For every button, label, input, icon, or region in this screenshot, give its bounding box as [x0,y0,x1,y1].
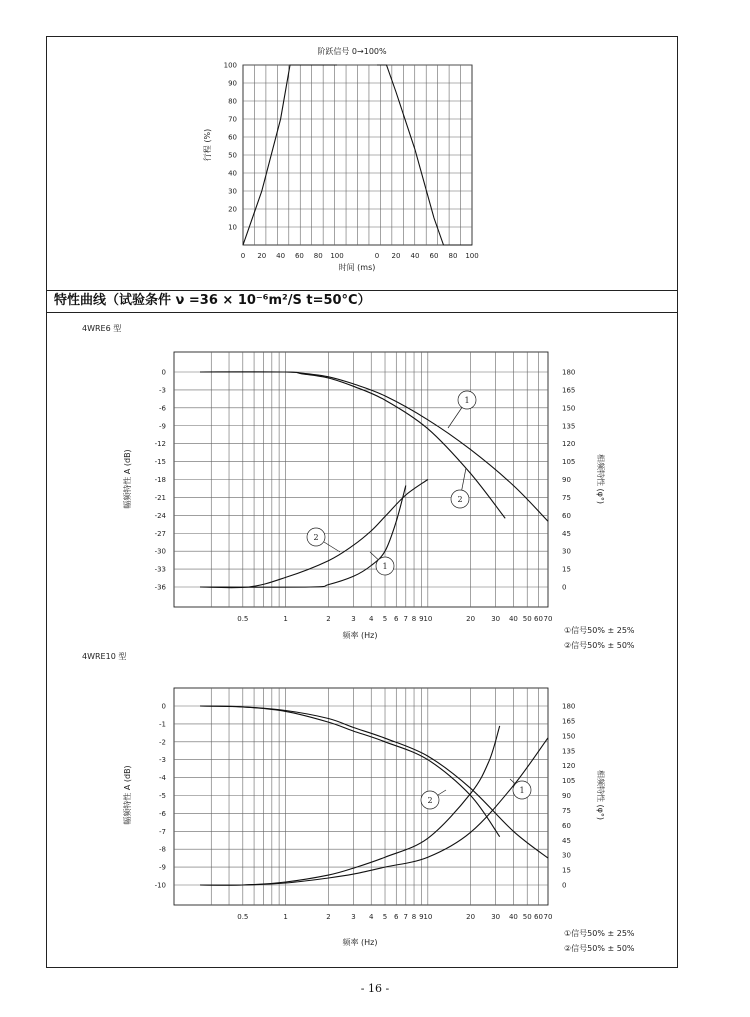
bode2-y-left-tick: -1 [159,720,166,729]
bode1-y-left-tick: 0 [161,368,166,377]
bode2-y-left-tick: -6 [159,809,166,818]
bode1-y-left-tick: -27 [154,529,166,538]
step-chart-ylabel: 行程 (%) [203,128,212,162]
bode2-y-right-tick: 180 [562,702,576,711]
bode1-y-left-tick: -18 [154,476,166,484]
bode1-callout-label: 2 [313,533,319,542]
bode2-x-tick: 7 [403,913,409,921]
bode1-x-tick: 2 [326,615,331,623]
bode1-y-right-tick: 180 [562,368,576,377]
bode1-x-tick: 30 [491,615,501,623]
bode2-y-left-tick: -5 [159,792,166,800]
bode1-y-left-tick: -9 [159,422,166,431]
step-x-tick-on: 0 [240,252,246,260]
bode2-y-right-tick: 30 [562,851,571,860]
bode1-ylabel-left: 幅频特性 A (dB) [123,449,132,509]
bode2-y-left-tick: 0 [161,702,166,711]
bode1-y-right-tick: 60 [562,511,571,520]
bode2-x-tick: 2 [326,913,331,921]
bode1-y-right-tick: 30 [562,547,571,556]
bode2-x-tick: 6 [394,913,399,921]
bode2-y-left-tick: -8 [159,845,166,854]
bode2-y-right-tick: 135 [562,747,576,756]
bode1-callout-label: 1 [382,562,388,571]
bode2-x-tick: 10 [423,913,433,921]
bode2-x-tick: 60 [534,913,543,921]
step-x-tick-off: 20 [391,252,401,260]
step-y-tick: 90 [228,79,237,88]
step-x-tick-on: 40 [276,252,286,260]
bode1-xlabel: 频率 (Hz) [342,631,378,640]
bode1-y-right-tick: 120 [562,440,576,449]
bode1-y-right-tick: 135 [562,422,576,431]
bode2-callout-label: 1 [519,786,525,795]
bode1-y-right-tick: 165 [562,386,576,395]
step-x-tick-off: 100 [465,252,479,260]
bode1-callout-label: 1 [464,396,470,405]
chart-marks [155,62,576,922]
bode1-callout [307,528,340,552]
bode1-y-left-tick: -3 [159,386,166,395]
bode1-x-tick: 20 [466,615,476,623]
bode1-x-tick: 5 [382,615,388,623]
bode2-y-left-tick: -9 [159,863,166,872]
step-x-tick-on: 20 [257,252,267,260]
step-x-tick-off: 0 [374,252,380,260]
bode1-y-left-tick: -30 [154,547,166,556]
bode1-y-left-tick: -21 [154,493,166,502]
bode2-y-right-tick: 0 [562,881,567,890]
step-y-tick: 80 [228,97,237,106]
bode1-x-tick: 1 [283,615,288,623]
bode1-y-right-tick: 150 [562,404,576,413]
step-y-tick: 50 [228,151,237,160]
bode2-legend-2: ②信号50% ± 50% [564,944,635,953]
bode2-ylabel-left: 幅频特性 A (dB) [123,765,132,825]
step-y-tick: 70 [228,115,237,124]
bode1-callout-label: 2 [457,495,463,504]
bode2-y-right-tick: 45 [562,836,571,845]
bode1-x-tick: 10 [423,615,433,623]
bode2-x-tick: 8 [411,913,417,921]
bode1-y-left-tick: -12 [154,440,166,449]
bode2-x-tick: 4 [368,913,374,921]
bode1-y-left-tick: -6 [159,404,166,413]
bode1-y-right-tick: 105 [562,458,576,467]
step-x-tick-off: 60 [429,252,439,260]
bode1-x-tick: 70 [543,615,553,623]
bode1-x-tick: 40 [508,615,518,623]
bode2-y-right-tick: 165 [562,717,576,726]
bode1-x-tick: 60 [534,615,543,623]
step-y-tick: 10 [228,223,237,232]
bode2-x-tick: 50 [522,913,532,921]
bode1-title: 4WRE6 型 [82,324,122,333]
bode2-y-right-tick: 60 [562,821,571,830]
bode2-y-right-tick: 75 [562,806,571,815]
bode2-xlabel: 频率 (Hz) [342,938,378,947]
bode1-x-tick: 4 [368,615,374,623]
bode1-x-tick: 7 [403,615,409,623]
step-x-tick-off: 40 [410,252,420,260]
bode2-y-right-tick: 90 [562,792,571,800]
bode1-y-left-tick: -24 [154,511,166,520]
bode1-callout [448,391,476,428]
bode1-legend-2: ②信号50% ± 50% [564,641,635,650]
bode2-ylabel-right: 相频特性 (φ°) [596,769,605,821]
bode2-x-tick: 9 [419,913,424,921]
bode2-x-tick: 0.5 [237,913,249,921]
page-number: - 16 - [360,982,390,995]
bode1-ylabel-right: 相频特性 (φ°) [596,453,605,505]
step-y-tick: 40 [228,169,237,178]
bode2-title: 4WRE10 型 [82,652,127,661]
bode2-x-tick: 70 [543,913,553,921]
bode2-y-left-tick: -10 [154,881,166,890]
step-x-tick-off: 80 [448,252,458,260]
bode2-y-right-tick: 150 [562,732,576,741]
bode2-y-right-tick: 15 [562,866,571,875]
step-chart-xlabel: 时间 (ms) [338,263,376,272]
bode1-y-right-tick: 0 [562,583,567,592]
bode2-y-left-tick: -3 [159,756,166,765]
bode2-curve-2-phase [200,726,500,885]
bode1-x-tick: 9 [419,615,424,623]
step-x-tick-on: 60 [294,252,304,260]
step-y-tick: 60 [228,133,237,142]
section-title: 特性曲线（试验条件 ν =36 × 10⁻⁶m²/S t=50°C） [54,293,371,308]
step-y-tick: 30 [228,187,237,196]
bode2-x-tick: 40 [508,913,518,921]
bode2-callout [421,790,446,809]
bode2-x-tick: 30 [491,913,501,921]
bode1-y-right-tick: 15 [562,565,571,574]
step-y-tick: 100 [223,61,237,70]
bode2-y-left-tick: -7 [159,827,166,836]
bode1-y-left-tick: -33 [154,565,166,574]
bode2-y-right-tick: 105 [562,777,576,786]
bode1-legend-1: ①信号50% ± 25% [564,626,635,635]
bode1-y-right-tick: 45 [562,529,571,538]
bode1-y-left-tick: -36 [154,583,166,592]
bode2-callout-label: 2 [427,796,433,805]
step-x-tick-on: 80 [313,252,323,260]
step-x-tick-on: 100 [330,252,344,260]
bode1-y-right-tick: 90 [562,476,571,484]
bode2-y-right-tick: 120 [562,762,576,771]
bode2-legend-1: ①信号50% ± 25% [564,929,635,938]
bode1-x-tick: 50 [522,615,532,623]
bode2-x-tick: 1 [283,913,288,921]
bode2-y-left-tick: -4 [159,774,166,783]
bode1-y-right-tick: 75 [562,493,571,502]
step-chart-title: 阶跃信号 0→100% [317,47,387,56]
bode2-x-tick: 5 [382,913,388,921]
bode2-y-left-tick: -2 [159,738,166,747]
bode2-x-tick: 20 [466,913,476,921]
bode1-x-tick: 6 [394,615,399,623]
bode1-callout [451,468,469,508]
step-y-tick: 20 [228,205,237,214]
bode2-x-tick: 3 [351,913,356,921]
bode1-x-tick: 0.5 [237,615,249,623]
bode1-y-left-tick: -15 [154,458,166,467]
bode1-x-tick: 8 [411,615,417,623]
bode1-x-tick: 3 [351,615,356,623]
